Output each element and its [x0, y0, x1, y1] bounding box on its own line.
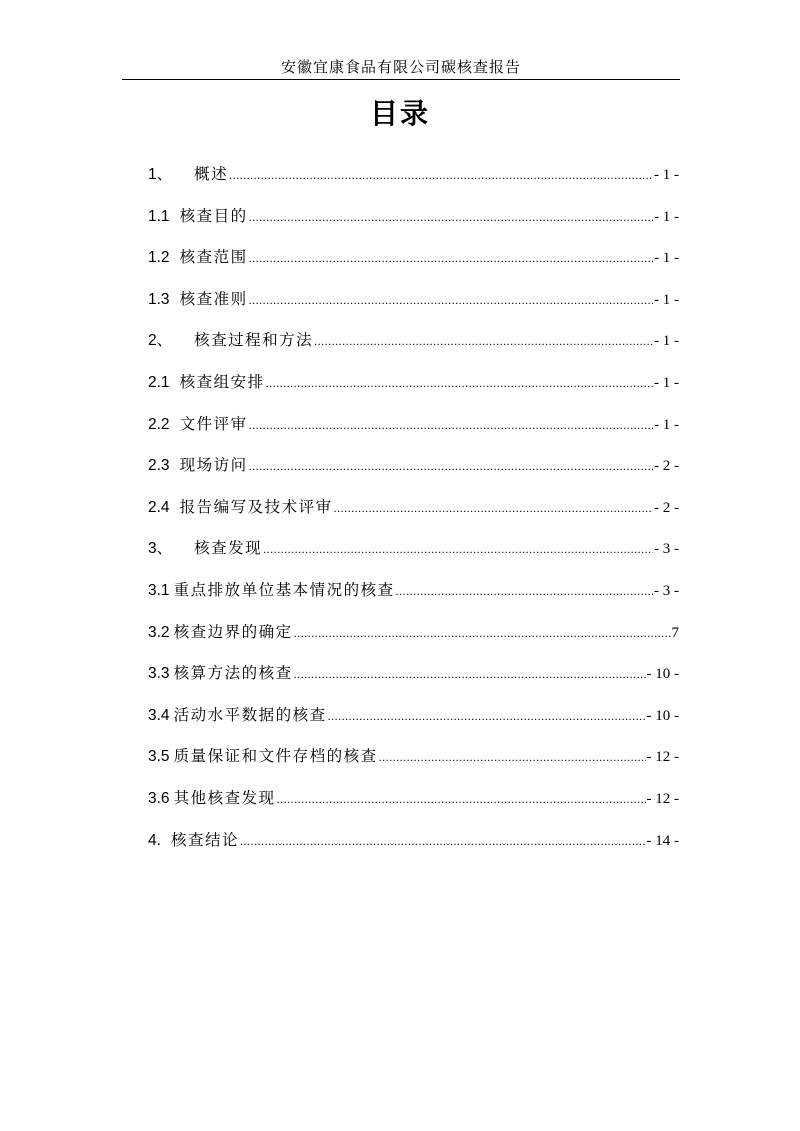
toc-entry-3-4[interactable] — [148, 703, 679, 745]
toc-entry-2-1[interactable] — [148, 370, 679, 412]
toc-entry-number: 3.5 — [148, 748, 170, 766]
toc-entry-page: - 12 - — [646, 790, 679, 807]
toc-entry-2[interactable] — [148, 328, 679, 370]
toc-entry-title: 核查组安排 — [179, 372, 265, 391]
toc-entry-page: - 1 - — [654, 208, 679, 225]
toc-entry-number: 2、 — [148, 332, 173, 350]
toc-leader-dots — [249, 251, 653, 266]
toc-entry-3[interactable] — [148, 536, 679, 578]
toc-leader-dots — [249, 459, 653, 474]
table-of-contents — [148, 162, 679, 869]
toc-entry-3-1[interactable] — [148, 578, 679, 620]
toc-entry-page: - 10 - — [646, 707, 679, 724]
toc-entry-2-3[interactable] — [148, 453, 679, 495]
toc-entry-title: 核查发现 — [194, 539, 263, 558]
toc-entry-title: 核查目的 — [179, 206, 248, 225]
toc-leader-dots — [277, 792, 646, 807]
toc-entry-1-1[interactable] — [148, 204, 679, 246]
toc-entry-page: 7 — [671, 624, 679, 641]
toc-entry-page: - 1 - — [654, 416, 679, 433]
toc-entry-page: - 3 - — [654, 582, 679, 599]
toc-leader-dots — [263, 542, 653, 557]
toc-entry-number: 1.2 — [148, 249, 170, 267]
toc-leader-dots — [249, 210, 653, 225]
toc-entry-page: - 1 - — [654, 250, 679, 267]
toc-entry-title: 核查范围 — [179, 248, 248, 267]
toc-leader-dots — [334, 501, 653, 516]
toc-entry-page: - 2 - — [654, 499, 679, 516]
toc-entry-page: - 1 - — [654, 374, 679, 391]
toc-leader-dots — [396, 584, 653, 599]
toc-entry-number: 3、 — [148, 540, 173, 558]
toc-title: 目录 — [369, 97, 430, 130]
toc-entry-number: 3.3 — [148, 665, 170, 683]
toc-entry-title: 其他核查发现 — [173, 788, 276, 807]
toc-leader-dots — [240, 834, 646, 849]
toc-leader-dots — [294, 667, 646, 682]
toc-entry-page: - 1 - — [654, 333, 679, 350]
toc-entry-2-4[interactable] — [148, 495, 679, 537]
toc-entry-3-2[interactable] — [148, 620, 679, 662]
toc-entry-title: 概述 — [194, 165, 229, 183]
toc-entry-number: 1、 — [148, 166, 173, 183]
toc-entry-page: - 3 - — [654, 541, 679, 558]
toc-leader-dots — [328, 709, 646, 724]
toc-entry-1-3[interactable] — [148, 287, 679, 329]
toc-entry-title: 核查过程和方法 — [194, 331, 314, 350]
toc-entry-title: 文件评审 — [179, 414, 248, 433]
header-rule — [122, 79, 680, 80]
toc-entry-title: 核查结论 — [170, 830, 239, 849]
toc-leader-dots — [314, 334, 653, 349]
toc-entry-number: 3.6 — [148, 789, 170, 807]
toc-leader-dots — [266, 376, 653, 391]
toc-entry-3-3[interactable] — [148, 661, 679, 703]
toc-entry-number: 2.3 — [148, 457, 170, 475]
toc-entry-number: 1.3 — [148, 290, 170, 308]
toc-entry-number: 2.1 — [148, 373, 170, 391]
toc-entry-page: - 12 - — [646, 749, 679, 766]
toc-leader-dots — [294, 626, 671, 641]
toc-entry-number: 3.2 — [148, 623, 170, 641]
toc-entry-2-2[interactable] — [148, 412, 679, 454]
toc-entry-1[interactable] — [148, 162, 679, 204]
toc-leader-dots — [249, 418, 653, 433]
toc-entry-title: 质量保证和文件存档的核查 — [173, 747, 378, 766]
toc-entry-title: 活动水平数据的核查 — [173, 705, 327, 724]
toc-entry-page: - 1 - — [654, 291, 679, 308]
toc-entry-3-6[interactable] — [148, 786, 679, 828]
toc-entry-number: 2.4 — [148, 498, 170, 516]
running-header: 安徽宜康食品有限公司碳核查报告 — [280, 58, 521, 76]
toc-entry-number: 3.1 — [148, 581, 170, 599]
toc-entry-page: - 1 - — [654, 167, 679, 183]
toc-entry-4[interactable] — [148, 828, 679, 870]
toc-leader-dots — [249, 293, 653, 308]
toc-entry-title: 现场访问 — [179, 456, 248, 475]
toc-leader-dots — [379, 750, 646, 765]
toc-entry-page: - 10 - — [646, 666, 679, 683]
toc-entry-title: 核算方法的核查 — [173, 664, 293, 683]
toc-entry-3-5[interactable] — [148, 744, 679, 786]
toc-entry-title: 核查准则 — [179, 289, 248, 308]
toc-entry-number: 3.4 — [148, 706, 170, 724]
toc-entry-number: 4. — [148, 831, 161, 849]
toc-entry-1-2[interactable] — [148, 245, 679, 287]
toc-entry-number: 2.2 — [148, 415, 170, 433]
toc-entry-page: - 2 - — [654, 458, 679, 475]
toc-entry-title: 报告编写及技术评审 — [179, 497, 333, 516]
toc-entry-title: 核查边界的确定 — [173, 622, 293, 641]
toc-entry-number: 1.1 — [148, 207, 170, 225]
toc-leader-dots — [229, 168, 653, 183]
toc-entry-title: 重点排放单位基本情况的核查 — [173, 580, 395, 599]
toc-entry-page: - 14 - — [646, 832, 679, 849]
